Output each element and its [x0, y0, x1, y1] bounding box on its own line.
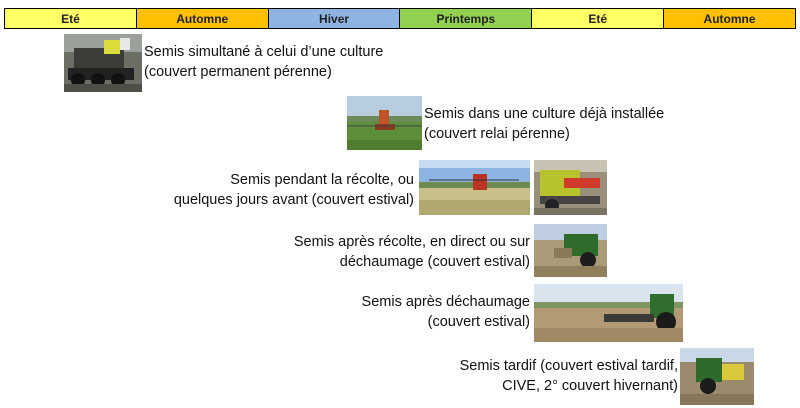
- season-automne-2: Automne: [664, 9, 795, 28]
- season-printemps: Printemps: [400, 9, 532, 28]
- photo-tractor-after-harvest: [534, 224, 607, 277]
- row3-line2: quelques jours avant (couvert estival): [173, 192, 414, 208]
- row4-line2: déchaumage (couvert estival): [339, 254, 530, 270]
- photo-tractor-in-crop: [347, 96, 422, 150]
- row5-line2: (couvert estival): [427, 314, 530, 330]
- season-automne-1: Automne: [137, 9, 269, 28]
- row3-text: [166, 170, 414, 210]
- row1-line2: (couvert permanent pérenne): [144, 64, 332, 80]
- row5-text: [340, 292, 530, 332]
- row2-line2: (couvert relai pérenne): [424, 126, 570, 142]
- photo-late-seeding: [680, 348, 754, 405]
- row4-line1: Semis après récolte, en direct ou sur: [293, 234, 530, 250]
- photo-combine-harvester: [534, 160, 607, 215]
- row4-text: [283, 232, 530, 272]
- row1-text: [144, 42, 383, 82]
- row1-line1: Semis simultané à celui d’une culture: [144, 44, 384, 60]
- row5-line1: Semis après déchaumage: [361, 294, 530, 310]
- row6-line2: CIVE, 2° couvert hivernant): [502, 378, 678, 394]
- season-ete-1: Eté: [5, 9, 137, 28]
- season-timeline: [4, 8, 796, 29]
- row6-line1: Semis tardif (couvert estival tardif,: [459, 358, 678, 374]
- row2-line1: Semis dans une culture déjà installée: [424, 106, 665, 122]
- photo-stubble-cultivation: [534, 284, 683, 342]
- photo-seeder-machine: [64, 34, 142, 92]
- row2-text: [424, 104, 664, 144]
- season-hiver: Hiver: [269, 9, 401, 28]
- row6-text: [450, 356, 678, 396]
- row3-line1: Semis pendant la récolte, ou: [230, 172, 414, 188]
- season-ete-2: Eté: [532, 9, 664, 28]
- photo-sprayer-field: [419, 160, 530, 215]
